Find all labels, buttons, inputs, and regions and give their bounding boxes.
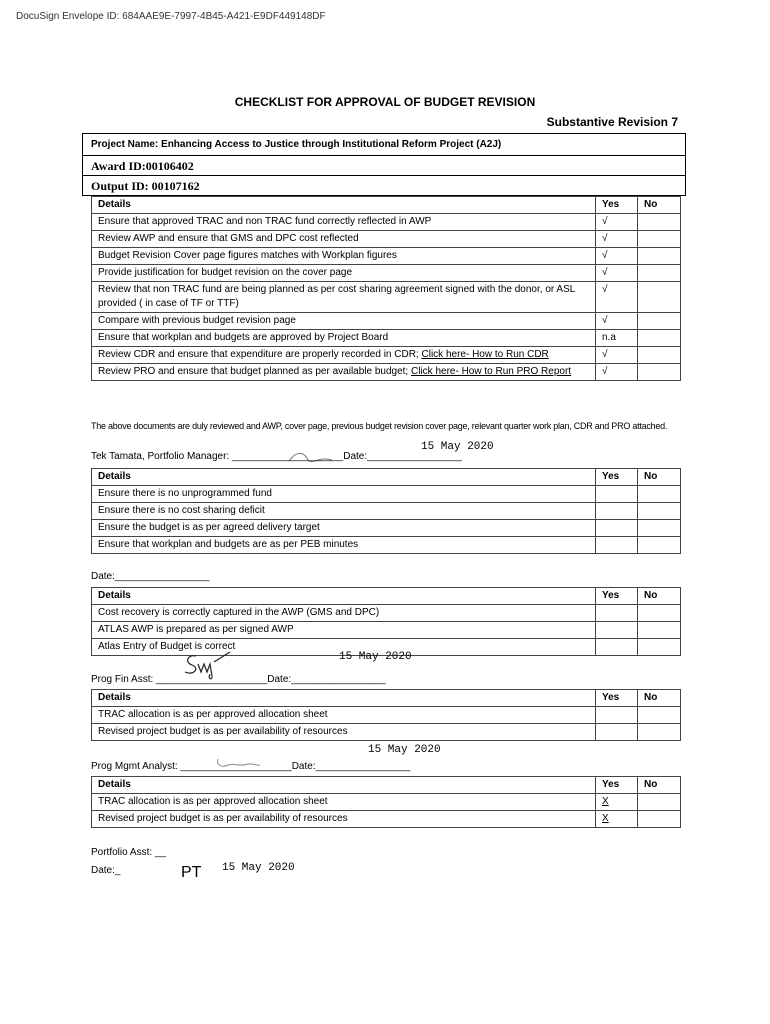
yes-cell: X xyxy=(596,811,638,828)
row-text: Review that non TRAC fund are being planned as per cost sharing agreement signed with the donor, or ASL provided ( in case of TF or TTF) xyxy=(92,282,596,313)
no-cell xyxy=(638,347,681,364)
mgmt-date-stamp: 15 May 2020 xyxy=(368,744,441,756)
project-name: Project Name: Enhancing Access to Justice through Institutional Reform Project (A2J) xyxy=(91,139,502,150)
row-text: TRAC allocation is as per approved allocation sheet xyxy=(92,707,596,724)
cdr-help-link[interactable]: Click here- How to Run CDR xyxy=(421,349,549,360)
checklist-table-4 xyxy=(91,689,681,741)
pm-signature-line: Tek Tamata, Portfolio Manager: ____________________Date:_________________ xyxy=(91,451,462,462)
row-text: Ensure there is no unprogrammed fund xyxy=(92,486,596,503)
yes-cell xyxy=(596,520,638,537)
table-row xyxy=(92,794,681,811)
fin-date-stamp: 15 May 2020 xyxy=(339,651,412,663)
checklist-table-1 xyxy=(91,196,681,381)
no-cell xyxy=(638,248,681,265)
table-row xyxy=(92,486,681,503)
no-header: No xyxy=(638,777,681,794)
yes-cell: √ xyxy=(596,313,638,330)
yes-cell xyxy=(596,486,638,503)
table-row xyxy=(92,707,681,724)
yes-cell: X xyxy=(596,794,638,811)
yes-header: Yes xyxy=(596,777,638,794)
portfolio-asst-line: Portfolio Asst: __ xyxy=(91,847,167,858)
table-row xyxy=(92,622,681,639)
yes-header: Yes xyxy=(596,588,638,605)
no-cell xyxy=(638,811,681,828)
no-header: No xyxy=(638,690,681,707)
no-cell xyxy=(638,231,681,248)
table-row-cdr xyxy=(92,347,681,364)
table-row xyxy=(92,724,681,741)
cdr-text: Review CDR and ensure that expenditure are properly recorded in CDR; xyxy=(98,349,422,360)
award-id: Award ID:00106402 xyxy=(91,159,194,173)
yes-cell: √ xyxy=(596,248,638,265)
row-text: Ensure there is no cost sharing deficit xyxy=(92,503,596,520)
no-header: No xyxy=(638,197,681,214)
no-header: No xyxy=(638,469,681,486)
table-row xyxy=(92,313,681,330)
table-row xyxy=(92,265,681,282)
output-id-box xyxy=(82,175,686,196)
yes-cell xyxy=(596,537,638,554)
no-cell xyxy=(638,707,681,724)
checklist-table-5 xyxy=(91,776,681,828)
portfolio-date-label: Date:_ xyxy=(91,865,121,876)
yes-cell xyxy=(596,707,638,724)
no-cell xyxy=(638,605,681,622)
row-text: TRAC allocation is as per approved allocation sheet xyxy=(92,794,596,811)
fin-signature-line: Prog Fin Asst: ____________________Date:_________________ xyxy=(91,674,386,685)
no-cell xyxy=(638,639,681,656)
yes-cell xyxy=(596,605,638,622)
document-subtitle: Substantive Revision 7 xyxy=(546,115,678,129)
row-text: Ensure that approved TRAC and non TRAC fund correctly reflected in AWP xyxy=(92,214,596,231)
row-text xyxy=(92,364,596,381)
row-text: Atlas Entry of Budget is correct xyxy=(92,639,596,656)
row-text: Cost recovery is correctly captured in the AWP (GMS and DPC) xyxy=(92,605,596,622)
table-row-pro xyxy=(92,364,681,381)
table-row xyxy=(92,605,681,622)
award-id-box xyxy=(82,155,686,176)
table-row xyxy=(92,214,681,231)
row-text: Revised project budget is as per availability of resources xyxy=(92,811,596,828)
details-header: Details xyxy=(92,690,596,707)
yes-cell xyxy=(596,724,638,741)
yes-cell: √ xyxy=(596,265,638,282)
review-note: The above documents are duly reviewed and AWP, cover page, previous budget revision cover page, relevant quarter work plan, CDR and PRO attached. xyxy=(91,421,668,431)
yes-cell xyxy=(596,639,638,656)
details-header: Details xyxy=(92,197,596,214)
row-text: Revised project budget is as per availability of resources xyxy=(92,724,596,741)
row-text: Provide justification for budget revision on the cover page xyxy=(92,265,596,282)
portfolio-initials: PT xyxy=(181,864,202,881)
project-name-box xyxy=(82,133,686,156)
no-cell xyxy=(638,537,681,554)
yes-header: Yes xyxy=(596,197,638,214)
no-cell xyxy=(638,265,681,282)
yes-cell: √ xyxy=(596,347,638,364)
table-header-row xyxy=(92,588,681,605)
row-text: Ensure that workplan and budgets are as per PEB minutes xyxy=(92,537,596,554)
no-cell xyxy=(638,622,681,639)
yes-header: Yes xyxy=(596,469,638,486)
table-header-row xyxy=(92,777,681,794)
table-row xyxy=(92,811,681,828)
envelope-id: DocuSign Envelope ID: 684AAE9E-7997-4B45-A421-E9DF449148DF xyxy=(16,11,326,22)
details-header: Details xyxy=(92,588,596,605)
table-row xyxy=(92,503,681,520)
no-cell xyxy=(638,486,681,503)
no-header: No xyxy=(638,588,681,605)
table-row xyxy=(92,520,681,537)
table-header-row xyxy=(92,469,681,486)
table-header-row xyxy=(92,690,681,707)
pro-help-link[interactable]: Click here- How to Run PRO Report xyxy=(411,366,572,377)
table-row xyxy=(92,248,681,265)
mgmt-signature-line: Prog Mgmt Analyst: ____________________Date:_________________ xyxy=(91,761,411,772)
pro-text: Review PRO and ensure that budget planned as per available budget; xyxy=(98,366,411,377)
row-text: Budget Revision Cover page figures matches with Workplan figures xyxy=(92,248,596,265)
table-row xyxy=(92,537,681,554)
pm-date-stamp: 15 May 2020 xyxy=(421,441,494,453)
details-header: Details xyxy=(92,469,596,486)
no-cell xyxy=(638,214,681,231)
yes-cell: √ xyxy=(596,282,638,313)
yes-cell xyxy=(596,622,638,639)
row-text xyxy=(92,347,596,364)
no-cell xyxy=(638,520,681,537)
yes-cell: √ xyxy=(596,231,638,248)
no-cell xyxy=(638,330,681,347)
table-row xyxy=(92,231,681,248)
yes-cell xyxy=(596,503,638,520)
yes-cell: n.a xyxy=(596,330,638,347)
yes-header: Yes xyxy=(596,690,638,707)
no-cell xyxy=(638,503,681,520)
portfolio-date-stamp: 15 May 2020 xyxy=(222,862,295,874)
no-cell xyxy=(638,794,681,811)
output-id: Output ID: 00107162 xyxy=(91,179,200,193)
checklist-table-3 xyxy=(91,587,681,656)
row-text: Compare with previous budget revision page xyxy=(92,313,596,330)
no-cell xyxy=(638,724,681,741)
row-text: Review AWP and ensure that GMS and DPC cost reflected xyxy=(92,231,596,248)
no-cell xyxy=(638,282,681,313)
row-text: Ensure that workplan and budgets are approved by Project Board xyxy=(92,330,596,347)
date-line-2: Date:_________________ xyxy=(91,571,210,582)
table-row xyxy=(92,282,681,313)
checklist-table-2 xyxy=(91,468,681,554)
document-title: CHECKLIST FOR APPROVAL OF BUDGET REVISION xyxy=(234,95,536,109)
details-header: Details xyxy=(92,777,596,794)
table-header-row xyxy=(92,197,681,214)
row-text: ATLAS AWP is prepared as per signed AWP xyxy=(92,622,596,639)
row-text: Ensure the budget is as per agreed delivery target xyxy=(92,520,596,537)
yes-cell: √ xyxy=(596,364,638,381)
no-cell xyxy=(638,364,681,381)
no-cell xyxy=(638,313,681,330)
table-row xyxy=(92,330,681,347)
yes-cell: √ xyxy=(596,214,638,231)
